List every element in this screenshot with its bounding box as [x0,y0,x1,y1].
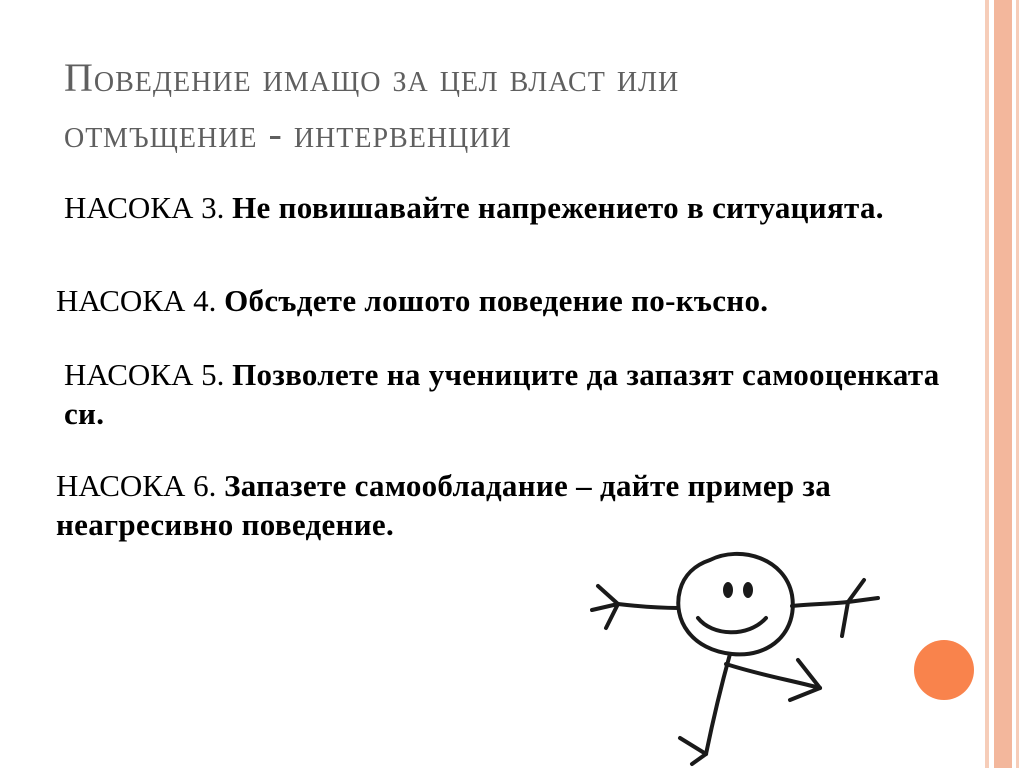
slide-title-line-2: отмъщение - интервенции [64,111,512,156]
accent-circle [914,640,974,700]
slide-title [64,50,944,162]
guideline-4-label: НАСОКА 4. [56,283,225,318]
frame-stripe-1 [985,0,989,768]
guideline-3 [64,188,924,227]
guideline-6 [56,466,886,544]
guideline-5 [64,355,944,433]
stick-figure-drawing [580,540,900,768]
frame-stripe-2 [994,0,1012,768]
guideline-6-text: Запазете самообладание – дайте пример за неагресивно поведение. [56,468,832,542]
guideline-4 [56,281,976,320]
guideline-3-label: НАСОКА 3. [64,190,233,225]
slide-title-line-1: Поведение имащо за цел власт или [64,55,680,100]
guideline-4-text: Обсъдете лошото поведение по-късно. [224,283,769,318]
frame-stripe-3 [1016,0,1019,768]
guideline-5-text: Позволете на учениците да запазят самооценката си. [64,357,940,431]
guideline-6-label: НАСОКА 6. [56,468,225,503]
guideline-5-label: НАСОКА 5. [64,357,233,392]
guideline-3-text: Не повишавайте напрежението в ситуацията. [232,190,884,225]
